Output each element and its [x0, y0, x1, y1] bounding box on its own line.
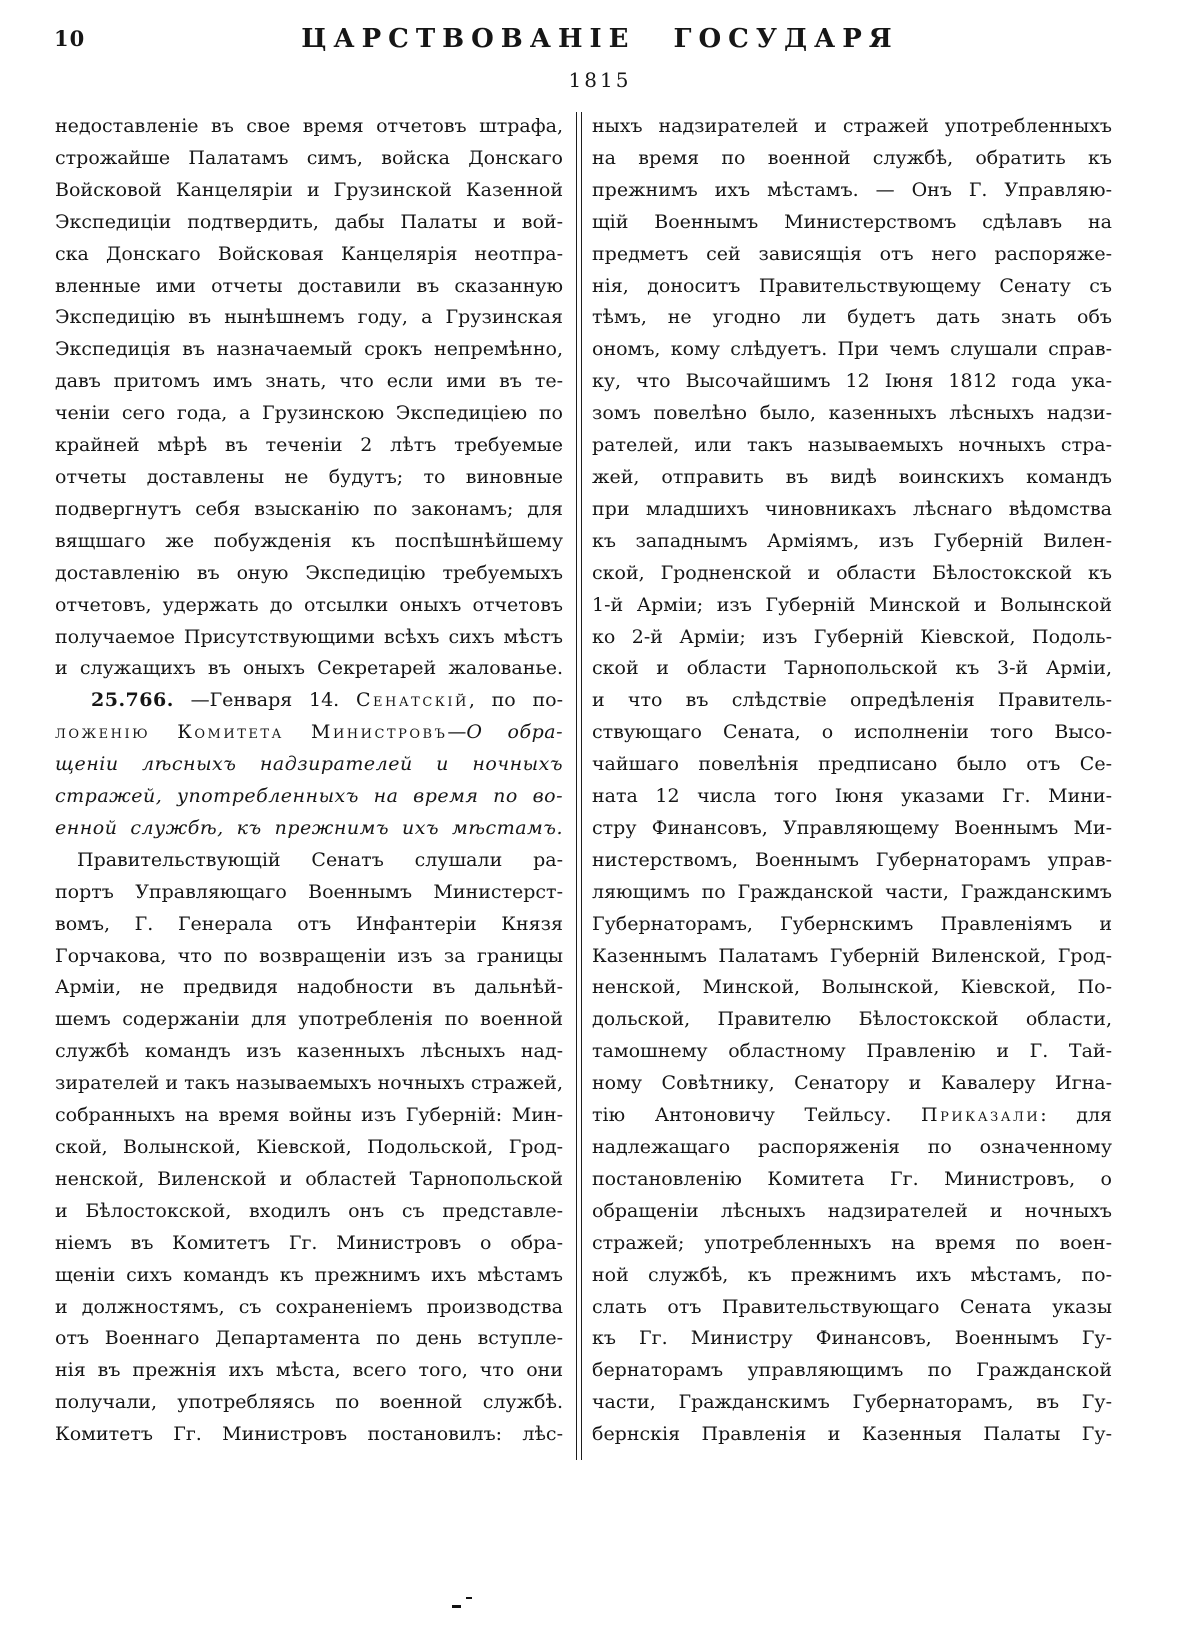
text-line — [592, 1100, 1112, 1132]
text-line — [55, 1004, 563, 1036]
text-line — [592, 877, 1112, 909]
text-segment: вящшаго же побужденія къ поспѣшнѣйшему — [55, 529, 563, 552]
text-line — [55, 877, 563, 909]
text-line — [592, 653, 1112, 685]
text-segment: ненской, Виленской и областей Тарнопольской — [55, 1167, 563, 1190]
text-segment: вленные ими отчеты доставили въ сказанную — [55, 274, 563, 297]
text-line — [55, 685, 563, 717]
text-segment: Горчакова, что по возвращеніи изъ за границы — [55, 944, 563, 967]
text-segment: жей, отправить въ видѣ воинскихъ командъ — [592, 465, 1112, 488]
text-segment: ко 2-й Арміи; изъ Губерній Кіевской, Подоль- — [592, 625, 1112, 648]
text-segment: Экспедицію въ нынѣшнемъ году, а Грузинская — [55, 306, 563, 329]
text-segment: стражей; употребленныхъ на время по воен- — [592, 1231, 1112, 1254]
text-line — [55, 909, 563, 941]
text-line — [55, 1228, 563, 1260]
text-segment: 1-й Арміи; изъ Губерній Минской и Волынской — [592, 593, 1112, 616]
running-title: ЦАРСТВОВАНІЕ ГОСУДАРЯ — [301, 24, 899, 54]
text-line — [592, 813, 1112, 845]
text-line — [592, 239, 1112, 271]
text-line — [55, 653, 563, 685]
text-line — [592, 622, 1112, 654]
text-segment: —Генваря 14. — [173, 689, 356, 712]
text-segment: недоставленіе въ свое время отчетовъ штрафа, — [55, 115, 563, 137]
text-segment: давъ притомъ имъ знать, что если ими въ те- — [55, 370, 563, 393]
column-divider — [576, 112, 582, 1460]
text-line — [55, 590, 563, 622]
text-line — [55, 526, 563, 558]
text-line — [55, 239, 563, 271]
text-line — [592, 717, 1112, 749]
text-segment: ономъ, кому слѣдуетъ. При чемъ слушали справ- — [592, 338, 1112, 361]
text-line — [592, 1387, 1112, 1419]
text-segment: бернскія Правленія и Казенныя Палаты Гу- — [592, 1423, 1112, 1446]
text-line — [55, 1355, 563, 1387]
text-line — [592, 781, 1112, 813]
text-segment: щеніи лѣсныхъ надзирателей и ночныхъ — [55, 753, 563, 776]
text-segment: нія въ прежнія ихъ мѣста, всего того, что они — [55, 1359, 563, 1382]
text-line — [592, 398, 1112, 430]
text-line — [592, 462, 1112, 494]
text-segment: надлежащаго распоряженія по означенному — [592, 1136, 1112, 1158]
text-segment: тію Антоновичу Тейльсу. — [592, 1104, 922, 1127]
text-line — [592, 526, 1112, 558]
text-segment: части, Гражданскимъ Губернаторамъ, въ Гу- — [592, 1391, 1112, 1414]
text-segment: ской, Волынской, Кіевской, Подольской, Грод- — [55, 1136, 563, 1158]
text-line — [55, 462, 563, 494]
text-segment: получали, употребляясь по военной службѣ. — [55, 1391, 563, 1414]
text-segment: 25.766. — [91, 689, 174, 712]
text-line — [55, 941, 563, 973]
text-segment: крайней мѣрѣ въ теченіи 2 лѣтъ требуемые — [55, 434, 563, 457]
text-segment: доставленію въ оную Экспедицію требуемыхъ — [55, 561, 563, 584]
text-line — [55, 558, 563, 590]
page-number: 10 — [54, 26, 86, 51]
text-line — [55, 1387, 563, 1419]
right-column — [592, 111, 1112, 1451]
text-line — [592, 494, 1112, 526]
text-line — [592, 366, 1112, 398]
text-segment: ской, Гродненской и области Бѣлостокской къ — [592, 561, 1112, 584]
text-segment: ской и области Тарнопольской къ 3-й Арміи, — [592, 657, 1112, 680]
text-segment: чайшаго повелѣнія предписано было отъ Се- — [592, 753, 1112, 776]
text-segment: къ Гг. Министру Финансовъ, Военнымъ Гу- — [592, 1327, 1112, 1350]
text-line — [55, 1260, 563, 1292]
scan-artifact — [452, 1605, 461, 1608]
text-line — [55, 398, 563, 430]
text-segment: Экспедиція въ назначаемый срокъ непремѣнно, — [55, 338, 563, 361]
text-segment: тѣмъ, не угодно ли будетъ дать знать объ — [592, 306, 1112, 329]
text-segment: и Бѣлостокской, входилъ онъ съ представле- — [55, 1199, 563, 1222]
text-line — [55, 175, 563, 207]
text-segment: собранныхъ на время войны изъ Губерній: Мин- — [55, 1104, 563, 1127]
text-segment: Приказали — [921, 1104, 1041, 1127]
text-line — [55, 845, 563, 877]
text-line — [55, 717, 563, 749]
text-segment: ной службѣ, къ прежнимъ ихъ мѣстамъ, по- — [592, 1263, 1112, 1286]
text-segment: постановленію Комитета Гг. Министровъ, о — [592, 1167, 1112, 1190]
text-segment: и должностямъ, съ сохраненіемъ производства — [55, 1295, 563, 1318]
text-segment: дольской, Правителю Бѣлостокской области, — [592, 1008, 1112, 1031]
text-segment: ному Совѣтнику, Сенатору и Кавалеру Игна- — [592, 1072, 1112, 1095]
text-line — [55, 1100, 563, 1132]
text-line — [55, 494, 563, 526]
text-segment: ляющимъ по Гражданской части, Гражданскимъ — [592, 880, 1112, 903]
text-segment: нія, доноситъ Правительствующему Сенату съ — [592, 274, 1112, 297]
text-segment: Экспедиціи подтвердить, дабы Палаты и вой- — [55, 210, 563, 233]
text-segment: ніемъ въ Комитетъ Гг. Министровъ о обра- — [55, 1231, 563, 1254]
text-line — [592, 207, 1112, 239]
text-segment: Сенатскій — [355, 689, 469, 712]
text-segment: , по по- — [468, 689, 563, 712]
text-segment: стру Финансовъ, Управляющему Военнымъ Ми- — [592, 816, 1112, 839]
text-segment: щій Военнымъ Министерствомъ сдѣлавъ на — [592, 210, 1112, 233]
text-segment: службѣ командъ изъ казенныхъ лѣсныхъ над- — [55, 1040, 563, 1063]
text-line — [592, 271, 1112, 303]
text-line — [55, 781, 563, 813]
text-line — [592, 1228, 1112, 1260]
text-segment: : для — [1040, 1104, 1112, 1127]
text-segment: шемъ содержаніи для употребленія по военной — [55, 1008, 563, 1031]
text-line — [55, 207, 563, 239]
year-heading: 1815 — [568, 68, 632, 92]
text-line — [55, 813, 563, 845]
text-line — [55, 1068, 563, 1100]
text-line — [592, 749, 1112, 781]
text-line — [592, 1164, 1112, 1196]
text-segment: ненской, Минской, Волынской, Кіевской, По- — [592, 976, 1112, 999]
text-segment: получаемое Присутствующими всѣхъ сихъ мѣстъ — [55, 625, 563, 648]
text-line — [55, 749, 563, 781]
text-segment: портъ Управляющаго Военнымъ Министерст- — [55, 880, 563, 903]
text-segment: къ западнымъ Арміямъ, изъ Губерній Вилен- — [592, 529, 1112, 552]
text-segment: отчетовъ, удержать до отсылки оныхъ отчетовъ — [55, 593, 563, 616]
text-segment: ченіи сего года, а Грузинскою Экспедиціею по — [55, 402, 563, 425]
text-segment: зомъ повелѣно было, казенныхъ лѣсныхъ надзи- — [592, 402, 1112, 425]
text-line — [592, 1355, 1112, 1387]
text-segment: тамошнему областному Правленію и Г. Тай- — [592, 1040, 1112, 1063]
text-line — [592, 111, 1112, 143]
text-segment: енной службѣ, къ прежнимъ ихъ мѣстамъ. — [55, 816, 563, 839]
text-segment: на время по военной службѣ, обратить къ — [592, 146, 1112, 169]
text-segment: ната 12 числа того Іюня указами Гг. Мини- — [592, 785, 1112, 808]
text-line — [592, 1036, 1112, 1068]
text-line — [55, 334, 563, 366]
text-line — [55, 1196, 563, 1228]
text-line — [55, 143, 563, 175]
text-line — [592, 430, 1112, 462]
text-segment: ствующаго Сената, о исполненіи того Высо- — [592, 721, 1112, 744]
text-line — [592, 685, 1112, 717]
text-line — [55, 111, 563, 143]
text-segment: строжайше Палатамъ симъ, войска Донскаго — [55, 146, 563, 169]
text-line — [55, 972, 563, 1004]
text-segment: щеніи сихъ командъ къ прежнимъ ихъ мѣстамъ — [55, 1263, 563, 1286]
text-line — [592, 590, 1112, 622]
text-segment: О обра- — [466, 721, 563, 744]
text-segment: ложенію Комитета Министровъ — [55, 721, 448, 744]
text-line — [55, 366, 563, 398]
text-segment: бернаторамъ управляющимъ по Гражданской — [592, 1359, 1112, 1382]
scan-artifact — [466, 1597, 472, 1599]
text-line — [592, 175, 1112, 207]
text-segment: подвергнутъ себя взысканію по законамъ; для — [55, 497, 563, 520]
text-line — [592, 1196, 1112, 1228]
text-segment: ныхъ надзирателей и стражей употребленныхъ — [592, 115, 1112, 137]
text-segment: Комитетъ Гг. Министровъ постановилъ: лѣс- — [55, 1423, 563, 1446]
text-line — [592, 845, 1112, 877]
text-segment: Войсковой Канцеляріи и Грузинской Казенной — [55, 178, 563, 201]
text-segment: и служащихъ въ оныхъ Секретарей жалованье. — [55, 657, 563, 680]
text-line — [55, 1036, 563, 1068]
text-line — [592, 909, 1112, 941]
text-line — [592, 1292, 1112, 1324]
text-line — [55, 271, 563, 303]
text-line — [592, 302, 1112, 334]
text-segment: при младшихъ чиновникахъ лѣснаго вѣдомства — [592, 497, 1112, 520]
text-line — [592, 1132, 1112, 1164]
text-segment: предметъ сей зависящія отъ него распоряже- — [592, 242, 1112, 265]
text-line — [55, 1132, 563, 1164]
text-line — [592, 1260, 1112, 1292]
text-segment: вомъ, Г. Генерала отъ Инфантеріи Князя — [55, 912, 563, 935]
text-line — [592, 941, 1112, 973]
text-segment: обращеніи лѣсныхъ надзирателей и ночныхъ — [592, 1199, 1112, 1222]
text-line — [592, 558, 1112, 590]
text-line — [592, 1419, 1112, 1451]
text-line — [55, 1419, 563, 1451]
text-segment: слать отъ Правительствующаго Сената указы — [592, 1295, 1112, 1318]
text-line — [592, 334, 1112, 366]
text-line — [55, 1164, 563, 1196]
text-segment: ска Донскаго Войсковая Канцелярія неотпра- — [55, 242, 563, 265]
text-segment: Казеннымъ Палатамъ Губерній Виленской, Грод- — [592, 944, 1112, 967]
text-segment: прежнимъ ихъ мѣстамъ. — Онъ Г. Управляю- — [592, 178, 1112, 201]
text-line — [55, 430, 563, 462]
text-segment: и что въ слѣдствіе опредѣленія Правитель- — [592, 689, 1112, 712]
text-segment: нистерствомъ, Военнымъ Губернаторамъ управ- — [592, 848, 1112, 871]
text-line — [592, 1068, 1112, 1100]
text-line — [592, 143, 1112, 175]
text-line — [592, 972, 1112, 1004]
text-segment: стражей, употребленныхъ на время по во- — [55, 785, 563, 808]
text-line — [55, 622, 563, 654]
left-column — [55, 111, 563, 1451]
text-line — [55, 1323, 563, 1355]
text-segment: Арміи, не предвидя надобности въ дальнѣй- — [55, 976, 563, 999]
text-line — [592, 1004, 1112, 1036]
text-segment: отчеты доставлены не будутъ; то виновные — [55, 465, 563, 488]
text-line — [55, 302, 563, 334]
text-segment: зирателей и такъ называемыхъ ночныхъ стражей, — [55, 1072, 563, 1095]
text-segment: Губернаторамъ, Губернскимъ Правленіямъ и — [592, 912, 1112, 935]
text-line — [55, 1292, 563, 1324]
text-segment: отъ Военнаго Департамента по день вступле- — [55, 1327, 563, 1350]
text-segment: Правительствующій Сенатъ слушали ра- — [77, 848, 563, 871]
text-line — [592, 1323, 1112, 1355]
text-segment: — — [447, 721, 467, 744]
text-segment: ку, что Высочайшимъ 12 Іюня 1812 года ука- — [592, 370, 1112, 393]
text-segment: рателей, или такъ называемыхъ ночныхъ стра- — [592, 434, 1112, 457]
